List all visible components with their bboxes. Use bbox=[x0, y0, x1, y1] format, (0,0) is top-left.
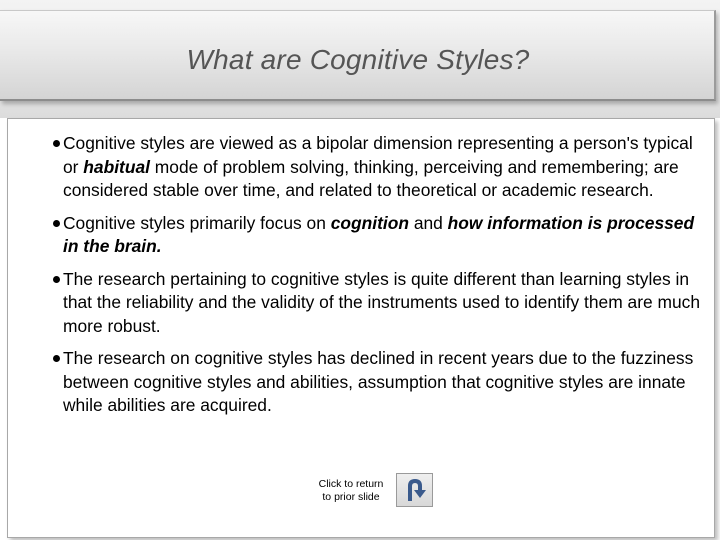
return-button[interactable] bbox=[396, 473, 433, 507]
bullet-item bbox=[17, 268, 707, 339]
bullet-text: and bbox=[408, 212, 448, 233]
return-arrow-icon bbox=[401, 477, 429, 504]
bullet-text: The research pertaining to cognitive styles is quite different than learning styles in that the reliability and the validity of the instruments used to identify them are much more robust. bbox=[63, 268, 701, 336]
bullet-item bbox=[17, 212, 707, 259]
bullet-emphasis-text: cognition bbox=[330, 212, 409, 233]
bullet-dot-icon bbox=[53, 220, 60, 227]
bullet-item bbox=[17, 347, 707, 418]
slide-title: What are Cognitive Styles? bbox=[186, 44, 530, 75]
bullet-emphasis-text: habitual bbox=[83, 156, 150, 177]
bullet-text: Cognitive styles primarily focus on bbox=[63, 212, 331, 233]
bullet-emphasis-text: how information is processed in the brain. bbox=[63, 212, 695, 256]
bullet-dot-icon bbox=[53, 355, 60, 362]
bullet-text: The research on cognitive styles has declined in recent years due to the fuzziness between cognitive styles and abilities, assumption that cognitive styles are innate while abilities are acquired. bbox=[63, 348, 694, 415]
bullet-list bbox=[17, 132, 707, 427]
return-label-line1: Click to return bbox=[318, 478, 384, 490]
bullet-item bbox=[17, 132, 707, 203]
bullet-dot-icon bbox=[53, 276, 60, 283]
bullet-dot-icon bbox=[53, 140, 60, 147]
return-label-line2: to prior slide bbox=[322, 491, 380, 503]
bullet-text: Cognitive styles are viewed as a bipolar dimension representing a person's typical or bbox=[63, 133, 693, 177]
bullet-text: mode of problem solving, thinking, perceiving and remembering; are considered stable over time, and related to theoretical or academic research. bbox=[63, 156, 679, 200]
return-label bbox=[310, 478, 392, 504]
